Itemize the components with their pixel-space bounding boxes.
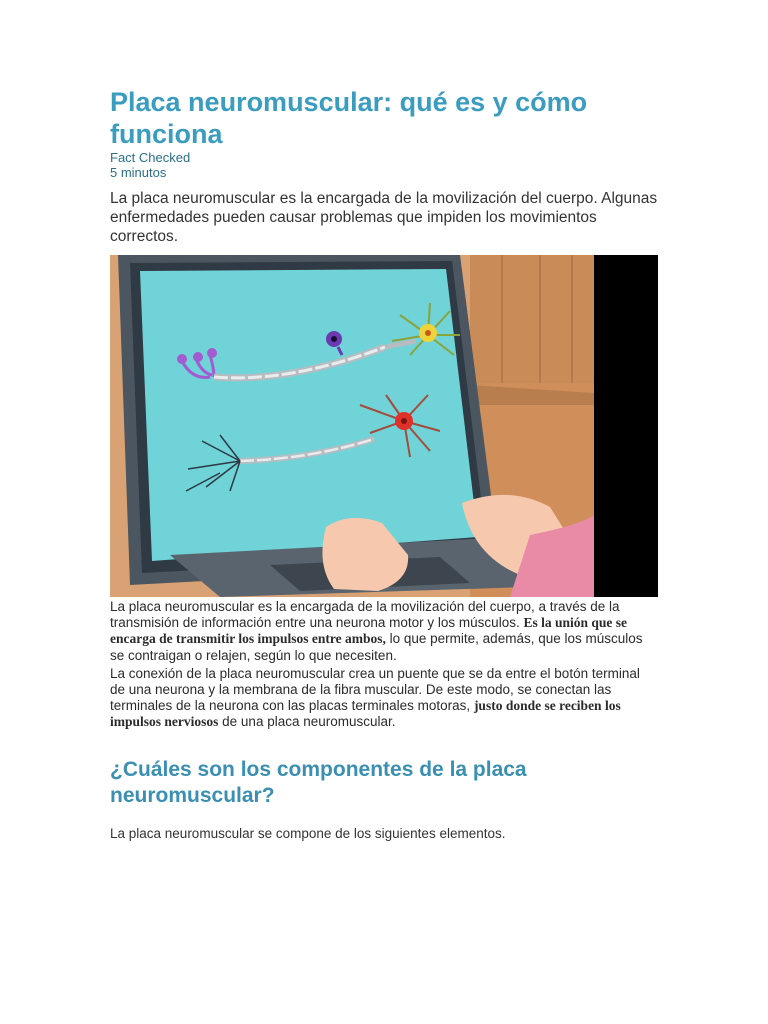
- paragraph-2: [110, 666, 658, 731]
- paragraph-1-part-2: lo que permite, además, que los músculos se contraigan o relajen, según lo que necesiten.: [110, 631, 643, 663]
- laptop-neurons-illustration: [110, 255, 658, 597]
- paragraph-1-bold: Es la unión que se encarga de transmitir los impulsos entre ambos,: [110, 615, 627, 647]
- paragraph-2-part-2: de una placa neuromuscular.: [218, 714, 396, 730]
- paragraph-1: [110, 599, 658, 664]
- fact-checked-label[interactable]: Fact Checked: [110, 150, 191, 165]
- article: [110, 86, 658, 842]
- paragraph-1-part-1: La placa neuromuscular es la encargada de la movilización del cuerpo, a través de la transmisión de información entre una neurona motor y los músculos.: [110, 599, 620, 631]
- article-lead: La placa neuromuscular es la encargada de la movilización del cuerpo. Algunas enfermedades pueden causar problemas que impiden los movimientos correctos.: [110, 190, 658, 245]
- read-time: 5 minutos: [110, 165, 167, 180]
- section-text: La placa neuromuscular se compone de los siguientes elementos.: [110, 825, 506, 841]
- paragraph-2-bold: justo donde se reciben los impulsos nerviosos: [110, 698, 621, 730]
- section-heading: ¿Cuáles son los componentes de la placa neuromuscular?: [110, 757, 527, 807]
- paragraph-2-part-1: La conexión de la placa neuromuscular crea un puente que se da entre el botón terminal de una neurona y la membrana de la fibra muscular. De este modo, se conectan las terminales de la neurona con las placas terminales motoras,: [110, 665, 640, 714]
- page-title: Placa neuromuscular: qué es y cómo funciona: [110, 87, 588, 149]
